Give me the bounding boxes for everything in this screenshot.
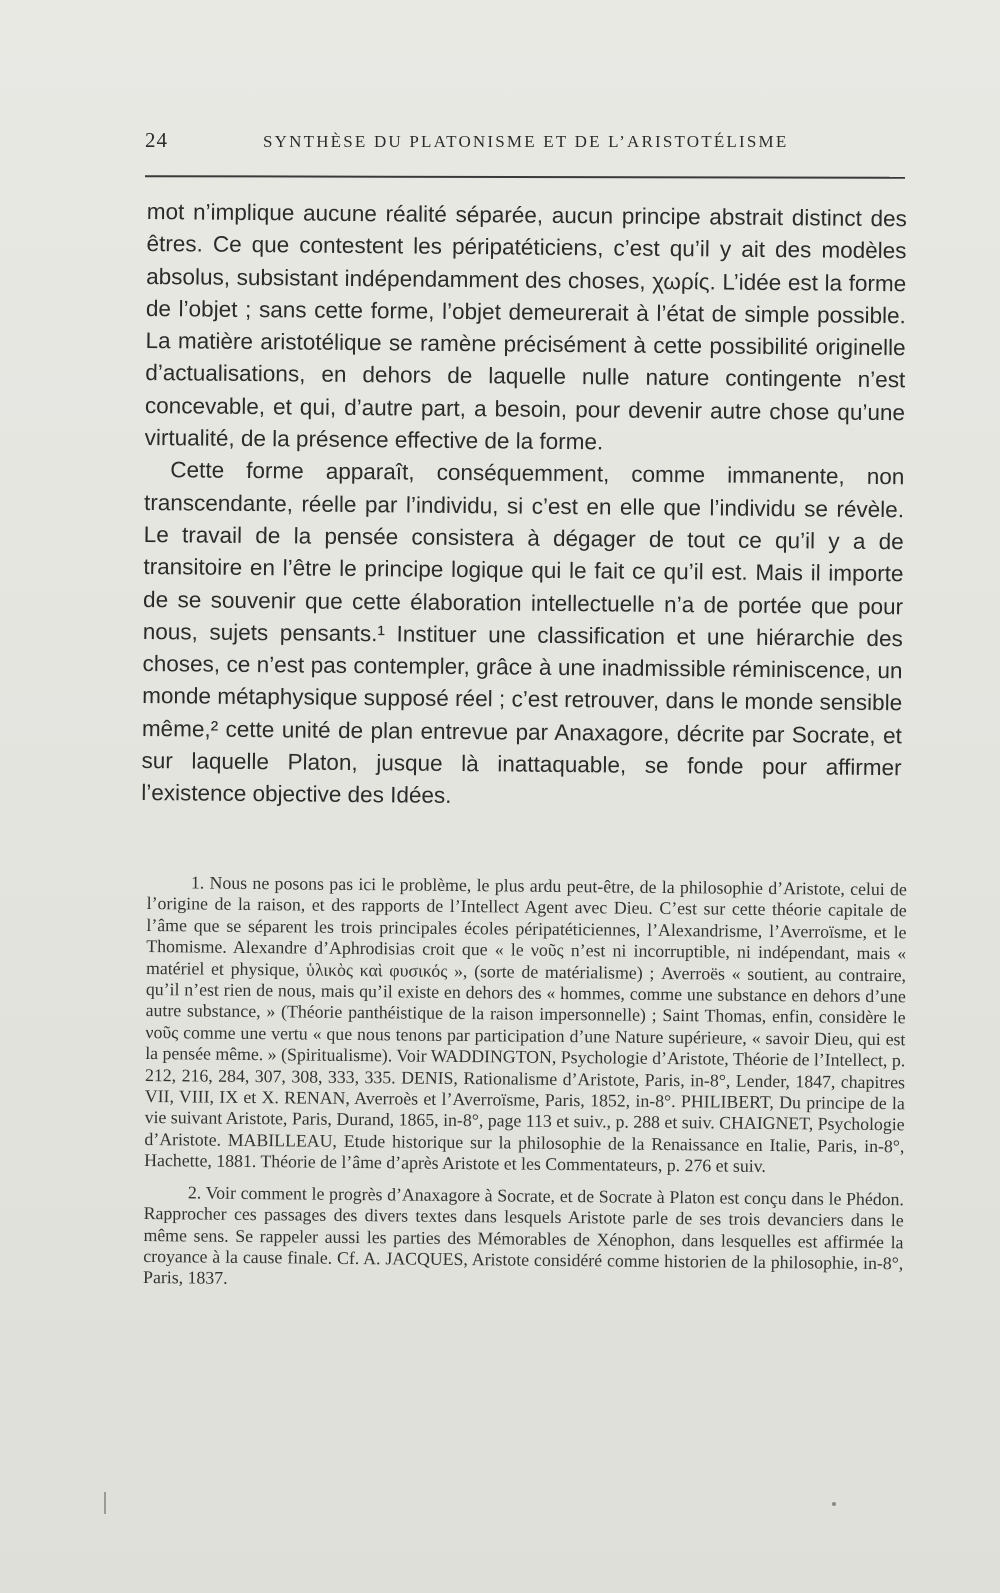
footnote-number: 1. bbox=[190, 872, 205, 893]
main-text bbox=[141, 196, 907, 817]
footnote-text: Voir comment le progrès d’Anaxagore à Socrate, et de Socrate à Platon est conçu dans le Phédon. Rapprocher ces passages des divers textes dans lesquels Aristote parle de ses trois devanciers dans le même sens. Se rappeler aussi les parties des Mémorables de Xénophon, dans lesquelles est affirmée la croyance à la cause finale. Cf. A. JACQUES, Aristote considéré comme historien de la philosophie, in-8°, Paris, 1837. bbox=[143, 1182, 904, 1289]
paper-speck bbox=[832, 1502, 836, 1506]
paragraph: Cette forme apparaît, conséquemment, comme immanente, non transcendante, réelle par l’individu, si c’est en elle que l’individu se révèle. Le travail de la pensée consistera à dégager de tout ce qu’il y a de transitoire en l’être le principe logique qui le fait ce qu’il est. Mais il importe de se souvenir que cette élaboration intellectuelle n’a de portée que pour nous, sujets pensants.¹ Instituer une classification et une hiérarchie des choses, ce n’est pas contempler, grâce à une inadmissible réminiscence, un monde métaphysique supposé réel ; c’est retrouver, dans le monde sensible même,² cette unité de plan entrevue par Anaxagore, décrite par Socrate, et sur laquelle Platon, jusque là inattaquable, se fonde pour affirmer l’existence objective des Idées. bbox=[141, 457, 905, 809]
page-number: 24 bbox=[145, 128, 168, 152]
margin-mark bbox=[104, 1492, 106, 1514]
footnote-text: Nous ne posons pas ici le problème, le plus ardu peut-être, de la philosophie d’Aristote, celui de l’origine de la raison, et des rapports de l’Intellect Agent avec Dieu. C’est sur cette théorie capitale de l’âme que se séparent les trois principales écoles péripatéticiennes, l’Alexandrisme, l’Averroïsme, et le Thomisme. Alexandre d’Aphrodisias croit que « le νοῦς n’est ni incorruptible, ni indépendant, mais « matériel et physique, ὑλικὸς καὶ φυσικός », (sorte de matérialisme) ; Averroës « soutient, au contraire, qu’il n’est rien de nous, mais qu’il existe en dehors des « hommes, comme une substance en dehors d’une autre substance, » (Théorie panthéistique de la raison impersonnelle) ; Saint Thomas, enfin, considère le νοῦς comme une vertu « que nous tenons par participation d’une Nature supérieure, « savoir Dieu, qui est la pensée même. » (Spiritualisme). Voir WADDINGTON, Psychologie d’Aristote, Théorie de l’Intellect, p. 212, 216, 284, 307, 308, 333, 335. DENIS, Rationalisme d’Aristote, Paris, in-8°, Lender, 1847, chapitres VII, VIII, IX et X. RENAN, Averroès et l’Averroïsme, Paris, 1852, in-8°. PHILIBERT, Du principe de la vie suivant Aristote, Paris, Durand, 1865, in-8°, page 113 et suiv., p. 288 et suiv. CHAIGNET, Psychologie d’Aristote. MABILLEAU, Etude historique sur la philosophie de la Renaissance en Italie, Paris, in-8°, Hachette, 1881. Théorie de l’âme d’après Aristote et les Commentateurs, p. 276 et suiv. bbox=[144, 872, 907, 1177]
footnote bbox=[143, 1182, 904, 1296]
footnotes bbox=[143, 872, 907, 1296]
running-head bbox=[145, 128, 905, 158]
footnote bbox=[144, 872, 907, 1179]
paragraph: mot n’implique aucune réalité séparée, aucun principe abstrait distinct des êtres. Ce que contestent les péripatéticiens, c’est qu’il y ait des modèles absolus, subsistant indépendamment des choses, χωρίς. L’idée est la forme de l’objet ; sans cette forme, l’objet demeurerait à l’état de simple possible. La matière aristotélique se ramène précisément à cette possibilité originelle d’actualisations, en dehors de laquelle nulle nature contingente n’est concevable, et qui, d’autre part, a besoin, pour devenir autre chose qu’une virtualité, de la présence effective de la forme. bbox=[144, 198, 907, 455]
footnote-number: 2. bbox=[187, 1182, 202, 1203]
running-head-title: SYNTHÈSE DU PLATONISME ET DE L’ARISTOTÉLISME bbox=[263, 132, 789, 151]
header-rule bbox=[145, 175, 905, 179]
